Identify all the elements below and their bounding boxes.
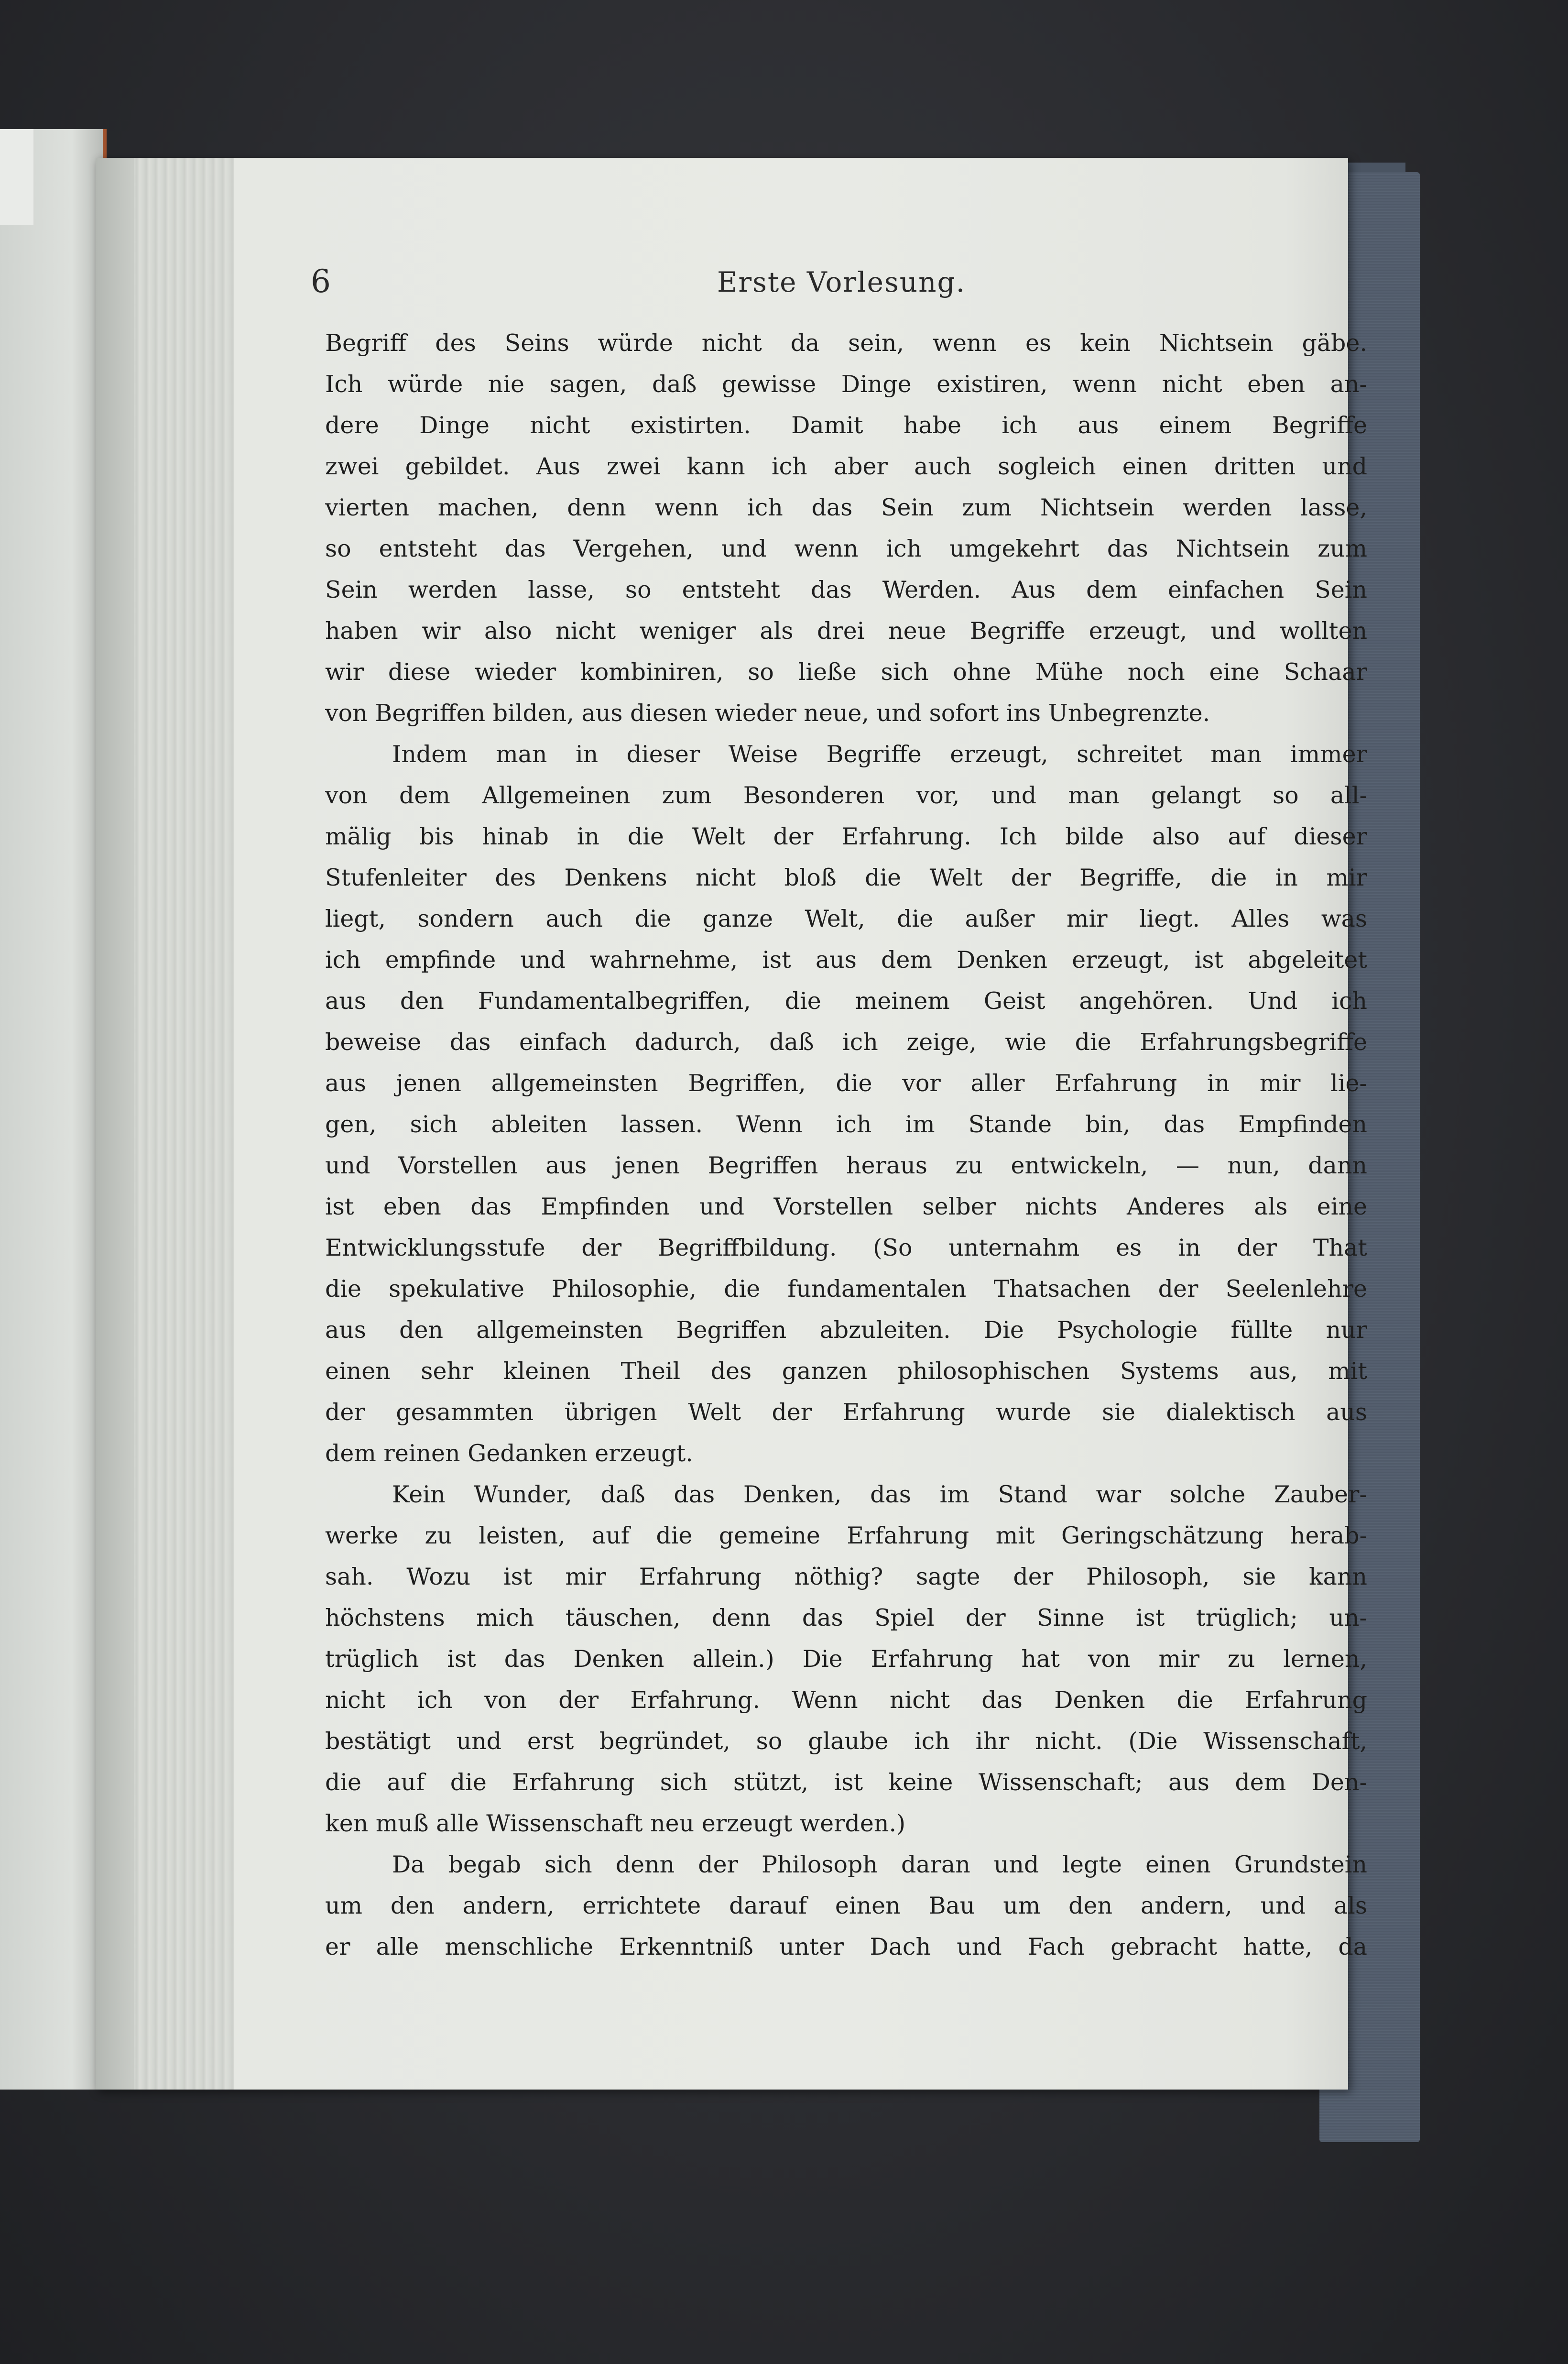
text-line: bestätigt und erst begründet, so glaube ich ihr nicht. (Die Wissenschaft, [325, 1728, 1367, 1755]
text-line: der gesammten übrigen Welt der Erfahrung wurde sie dialektisch aus [325, 1399, 1367, 1426]
text-line: dem reinen Gedanken erzeugt. [325, 1440, 693, 1467]
left-facing-page [0, 129, 107, 2090]
text-line: so entsteht das Vergehen, und wenn ich umgekehrt das Nichtsein zum [325, 535, 1367, 562]
text-line: um den andern, errichtete darauf einen Bau um den andern, und als [325, 1892, 1367, 1919]
text-line: Indem man in dieser Weise Begriffe erzeugt, schreitet man immer [392, 741, 1367, 768]
running-title: Erste Vorlesung. [717, 266, 966, 298]
page-gutter [134, 158, 234, 2090]
text-line: aus jenen allgemeinsten Begriffen, die vor aller Erfahrung in mir lie- [325, 1070, 1367, 1097]
text-line: er alle menschliche Erkenntniß unter Dach und Fach gebracht hatte, da [325, 1933, 1367, 1960]
text-line: von dem Allgemeinen zum Besonderen vor, und man gelangt so all- [325, 782, 1367, 809]
text-line: nicht ich von der Erfahrung. Wenn nicht das Denken die Erfahrung [325, 1686, 1367, 1714]
text-line: vierten machen, denn wenn ich das Sein zum Nichtsein werden lasse, [325, 494, 1367, 521]
text-line: sah. Wozu ist mir Erfahrung nöthig? sagte der Philosoph, sie kann [325, 1563, 1367, 1590]
text-line: zwei gebildet. Aus zwei kann ich aber auch sogleich einen dritten und [325, 453, 1367, 480]
text-line: einen sehr kleinen Theil des ganzen philosophischen Systems aus, mit [325, 1357, 1367, 1385]
text-line: aus den Fundamentalbegriffen, die meinem Geist angehören. Und ich [325, 987, 1367, 1015]
text-line: die auf die Erfahrung sich stützt, ist keine Wissenschaft; aus dem Den- [325, 1769, 1367, 1796]
text-line: Ich würde nie sagen, daß gewisse Dinge existiren, wenn nicht eben an- [325, 371, 1367, 398]
text-line: Entwicklungsstufe der Begriffbildung. (So unternahm es in der That [325, 1234, 1367, 1261]
text-line: Stufenleiter des Denkens nicht bloß die Welt der Begriffe, die in mir [325, 864, 1367, 891]
text-line: mälig bis hinab in die Welt der Erfahrung. Ich bilde also auf dieser [325, 823, 1367, 850]
text-line: aus den allgemeinsten Begriffen abzuleiten. Die Psychologie füllte nur [325, 1316, 1367, 1344]
text-line: Begriff des Seins würde nicht da sein, wenn es kein Nichtsein gäbe. [325, 329, 1367, 357]
text-line: beweise das einfach dadurch, daß ich zeige, wie die Erfahrungsbegriffe [325, 1029, 1367, 1056]
text-line: höchstens mich täuschen, denn das Spiel der Sinne ist trüglich; un- [325, 1604, 1367, 1631]
text-line: Kein Wunder, daß das Denken, das im Stand war solche Zauber- [392, 1481, 1367, 1508]
page-binding [96, 158, 134, 2090]
text-line: von Begriffen bilden, aus diesen wieder neue, und sofort ins Unbegrenzte. [325, 700, 1210, 727]
left-page-corner [0, 129, 33, 225]
text-line: haben wir also nicht weniger als drei neue Begriffe erzeugt, und wollten [325, 617, 1367, 645]
text-line: und Vorstellen aus jenen Begriffen heraus zu entwickeln, — nun, dann [325, 1152, 1367, 1179]
text-line: liegt, sondern auch die ganze Welt, die außer mir liegt. Alles was [325, 905, 1367, 932]
running-head [311, 263, 1362, 316]
book-page [96, 158, 1367, 2090]
text-line: wir diese wieder kombiniren, so ließe sich ohne Mühe noch eine Schaar [325, 658, 1367, 686]
text-line: die spekulative Philosophie, die fundamentalen Thatsachen der Seelenlehre [325, 1275, 1367, 1302]
text-line: ken muß alle Wissenschaft neu erzeugt werden.) [325, 1810, 906, 1837]
text-line: Sein werden lasse, so entsteht das Werden. Aus dem einfachen Sein [325, 576, 1367, 603]
body-text [325, 323, 1367, 1968]
text-line: gen, sich ableiten lassen. Wenn ich im Stande bin, das Empfinden [325, 1111, 1367, 1138]
text-line: ist eben das Empfinden und Vorstellen selber nichts Anderes als eine [325, 1193, 1367, 1220]
text-line: werke zu leisten, auf die gemeine Erfahrung mit Geringschätzung herab- [325, 1522, 1367, 1549]
page-number: 6 [311, 263, 331, 300]
text-line: Da begab sich denn der Philosoph daran und legte einen Grundstein [392, 1851, 1367, 1878]
text-line: dere Dinge nicht existirten. Damit habe ich aus einem Begriffe [325, 412, 1367, 439]
text-line: trüglich ist das Denken allein.) Die Erfahrung hat von mir zu lernen, [325, 1645, 1367, 1673]
text-line: ich empfinde und wahrnehme, ist aus dem Denken erzeugt, ist abgeleitet [325, 946, 1367, 974]
